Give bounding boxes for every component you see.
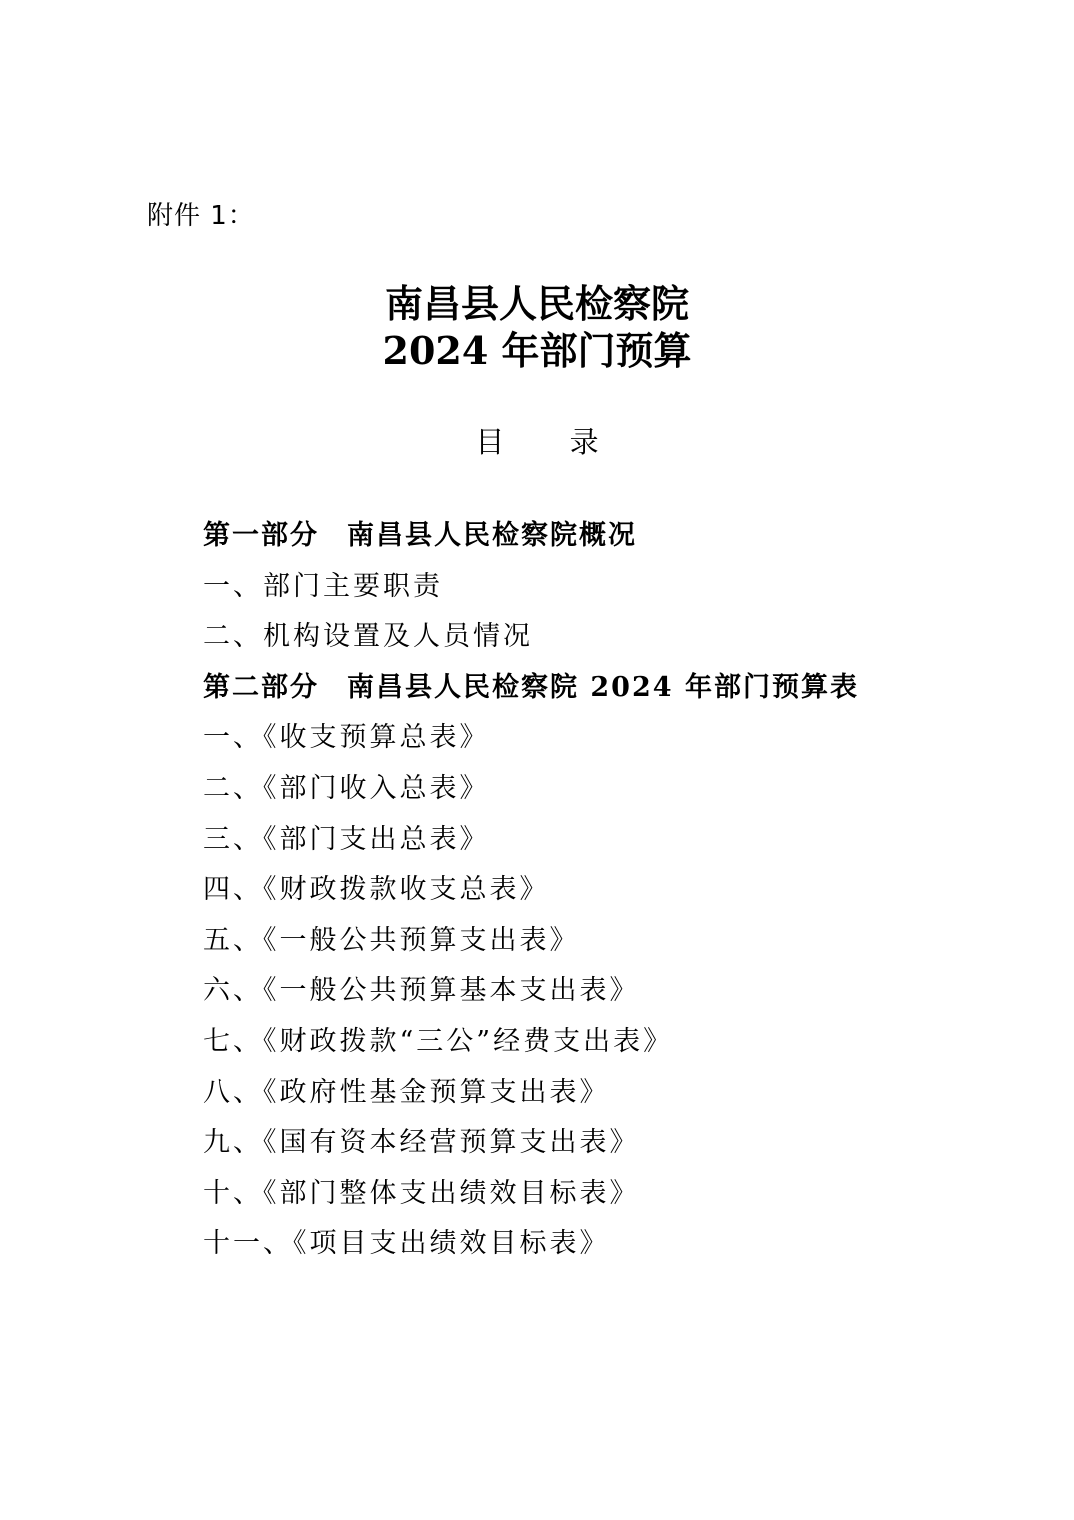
table-of-contents [203, 511, 859, 1270]
toc-item: 六、《一般公共预算基本支出表》 [203, 975, 640, 1007]
toc-part-2-title: 南昌县人民检察院 2024 年部门预算表 [347, 671, 859, 703]
toc-item: 十一、《项目支出绩效目标表》 [203, 1228, 610, 1260]
document-title [0, 280, 1074, 374]
toc-item: 四、《财政拨款收支总表》 [203, 874, 550, 906]
toc-part-2-prefix: 第二部分 [203, 671, 319, 703]
attachment-label: 附件 1： [147, 201, 255, 231]
toc-item: 十、《部门整体支出绩效目标表》 [203, 1177, 640, 1209]
toc-item: 三、《部门支出总表》 [203, 823, 490, 855]
toc-item: 二、《部门收入总表》 [203, 772, 490, 804]
toc-item: 二、机构设置及人员情况 [203, 621, 533, 653]
toc-part-1-title: 南昌县人民检察院概况 [347, 520, 637, 551]
toc-item: 九、《国有资本经营预算支出表》 [203, 1127, 640, 1159]
toc-part-2 [203, 663, 859, 714]
toc-item: 八、《政府性基金预算支出表》 [203, 1076, 610, 1108]
toc-item: 七、《财政拨款“三公”经费支出表》 [203, 1025, 674, 1057]
toc-part-1-prefix: 第一部分 [203, 520, 319, 551]
toc-item: 一、《收支预算总表》 [203, 722, 490, 754]
toc-item: 五、《一般公共预算支出表》 [203, 924, 580, 956]
title-line-budget: 2024 年部门预算 [382, 328, 692, 373]
toc-item: 一、部门主要职责 [203, 570, 443, 602]
title-line-organization: 南昌县人民检察院 [384, 281, 689, 326]
toc-part-1 [203, 511, 859, 562]
toc-heading: 目 录 [475, 425, 627, 459]
